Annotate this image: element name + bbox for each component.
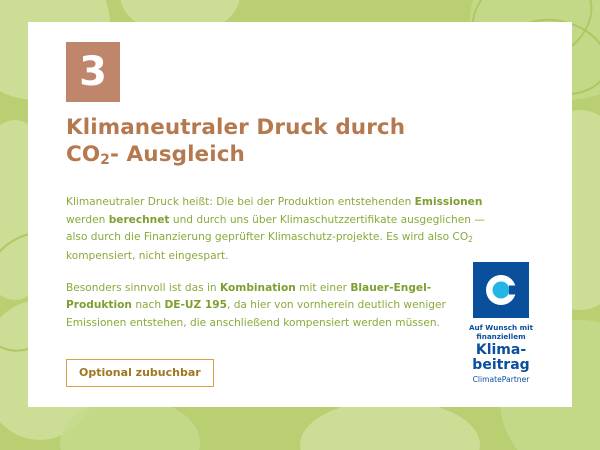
logo-small-line-2: finanziellem [476,332,526,341]
headline-subscript: 2 [100,152,110,169]
p2-bold-blauer-engel: Blauer-Engel-Produktion [66,281,432,312]
logo-brand-name: ClimatePartner [472,375,530,384]
logo-big-line-2: beitrag [472,357,530,373]
p2-text-2: mit einer [295,281,351,294]
content-card [28,22,572,407]
logo-big-text [460,343,542,373]
p2-text-1: Besonders sinnvoll ist das in [66,281,220,294]
headline-line-1: Klimaneutraler Druck durch [66,115,406,140]
leaf-blob [300,400,480,450]
p1-subscript: 2 [468,234,474,244]
headline-line-2-post: - Ausgleich [109,142,245,167]
p1-bold-berechnet: berechnet [108,213,170,226]
headline-line-2-pre: CO [66,142,101,167]
page-title [66,114,486,174]
body-copy [66,194,486,346]
p1-bold-emissionen: Emissionen [414,196,483,208]
logo-small-line-1: Auf Wunsch mit [468,323,534,332]
climatepartner-mark-icon [473,262,529,318]
logo-notch [509,286,521,295]
p1-text-1: Klimaneutraler Druck heißt: Die bei der Produktion entstehenden [66,196,415,208]
p2-text-4: , da hier von vornherein deutlich weniger Emissionen entstehen, die anschließend kompensiert werden müssen. [66,299,446,329]
p1-text-2: werden [66,213,109,226]
optional-addon-button[interactable]: Optional zubuchbar [66,359,214,387]
paragraph-2 [66,280,486,333]
step-number-badge: 3 [66,42,120,102]
p2-bold-de-uz-195: DE-UZ 195 [164,299,227,312]
p2-text-3: nach [131,299,165,312]
p2-bold-kombination: Kombination [220,281,296,294]
p1-text-4: kompensiert, nicht eingespart. [66,250,229,263]
paragraph-1 [66,194,486,266]
logo-small-text [460,323,542,341]
logo-big-line-1: Klima- [475,342,527,358]
p1-text-3: und durch uns über Klimaschutzzertifikate ausgeglichen — also durch die Finanzierung geprüfter Klimaschutz-projekte. Es wird also CO [66,213,485,243]
logo-dot [493,282,510,299]
climatepartner-logo [460,262,542,385]
